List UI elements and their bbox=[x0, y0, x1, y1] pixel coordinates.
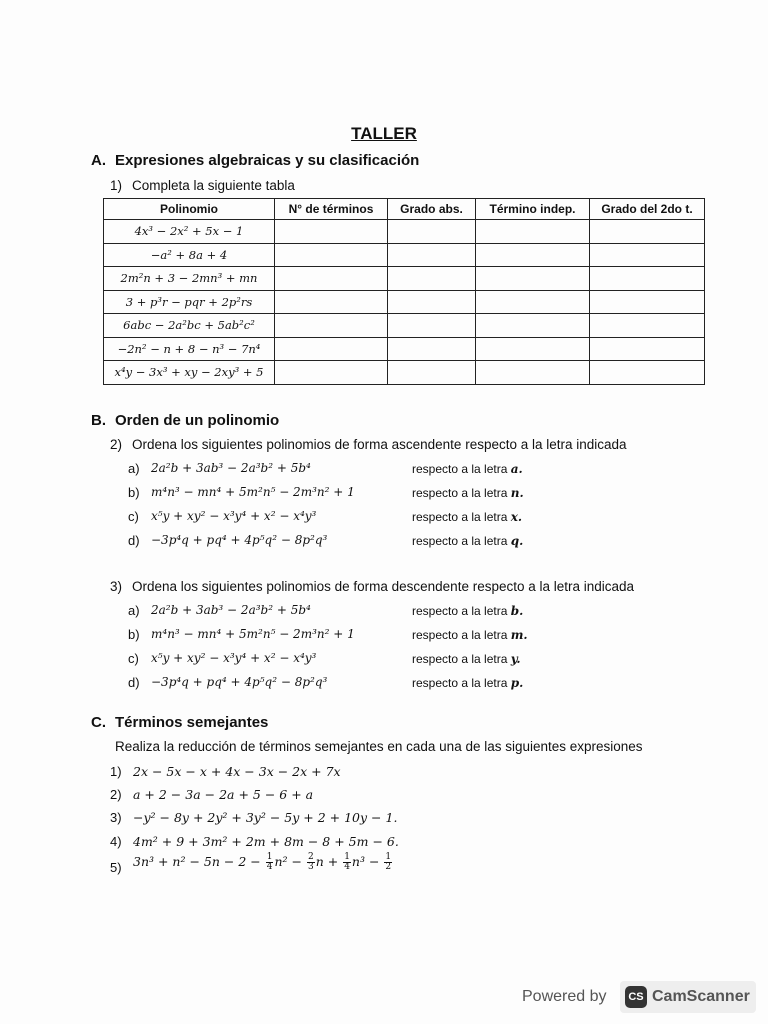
section-a-letter: A. bbox=[91, 152, 106, 169]
q2-item-expression: x⁵y + xy² − x³y⁴ + x² − x⁴y³ bbox=[151, 509, 317, 523]
answer-cell bbox=[388, 314, 476, 338]
polynomial-cell: 4x³ − 2x² + 5x − 1 bbox=[104, 220, 275, 244]
question-2 bbox=[110, 437, 627, 452]
q2-item-expression: 2a²b + 3ab³ − 2a³b² + 5b⁴ bbox=[151, 461, 311, 475]
answer-cell bbox=[590, 361, 705, 385]
answer-cell bbox=[388, 290, 476, 314]
polynomial-cell: 6abc − 2a²bc + 5ab²c² bbox=[104, 314, 275, 338]
c-item-expression: 3n³ + n² − 5n − 2 − $\frac{1}{4}$ n² − $\frac{2}{3}$ n + $\frac{1}{4}$ n³ − $\frac{1}{2}$ bbox=[133, 852, 392, 872]
section-b-title: Orden de un polinomio bbox=[115, 412, 280, 429]
c-item-expression: 2x − 5x − x + 4x − 3x − 2x + 7x bbox=[133, 764, 341, 779]
fraction: $\frac{1}{2}$ bbox=[385, 852, 392, 872]
section-c-instruction: Realiza la reducción de términos semejantes en cada una de las siguientes expresiones bbox=[115, 739, 643, 754]
answer-cell bbox=[590, 337, 705, 361]
question-1 bbox=[110, 178, 295, 193]
q2-item-instruction: respecto a la letra q. bbox=[412, 534, 524, 548]
variable-letter: n. bbox=[510, 486, 524, 500]
answer-cell bbox=[476, 220, 590, 244]
q2-item-instruction: respecto a la letra n. bbox=[412, 486, 524, 500]
q3-item-letter: a) bbox=[128, 603, 140, 618]
camscanner-logo-icon: CS bbox=[625, 986, 647, 1008]
q3-item-instruction: respecto a la letra b. bbox=[412, 604, 524, 618]
answer-cell bbox=[388, 267, 476, 291]
variable-letter: m. bbox=[510, 628, 528, 642]
header-grado-abs: Grado abs. bbox=[388, 199, 476, 220]
answer-cell bbox=[590, 290, 705, 314]
q3-item-instruction: respecto a la letra m. bbox=[412, 628, 528, 642]
c-item-expression: 4m² + 9 + 3m² + 2m + 8m − 8 + 5m − 6. bbox=[133, 834, 399, 849]
fraction: $\frac{1}{4}$ bbox=[266, 852, 273, 872]
header-grado-2do: Grado del 2do t. bbox=[590, 199, 705, 220]
q2-item-letter: d) bbox=[128, 533, 140, 548]
q3-item-expression: 2a²b + 3ab³ − 2a³b² + 5b⁴ bbox=[151, 603, 311, 617]
classification-table bbox=[103, 198, 705, 385]
variable-letter: y. bbox=[510, 652, 521, 666]
answer-cell bbox=[388, 361, 476, 385]
c-item-expression: a + 2 − 3a − 2a + 5 − 6 + a bbox=[133, 787, 314, 802]
polynomial-cell: 3 + p³r − pqr + 2p²rs bbox=[104, 290, 275, 314]
polynomial-cell: x⁴y − 3x³ + xy − 2xy³ + 5 bbox=[104, 361, 275, 385]
q2-item-instruction: respecto a la letra a. bbox=[412, 462, 523, 476]
answer-cell bbox=[388, 243, 476, 267]
answer-cell bbox=[275, 314, 388, 338]
q2-item-expression: −3p⁴q + pq⁴ + 4p⁵q² − 8p²q³ bbox=[151, 533, 328, 547]
q3-item-instruction: respecto a la letra y. bbox=[412, 652, 521, 666]
q2-item-expression: m⁴n³ − mn⁴ + 5m²n⁵ − 2m³n² + 1 bbox=[151, 485, 355, 499]
answer-cell bbox=[275, 220, 388, 244]
question-3-text: Ordena los siguientes polinomios de forma descendente respecto a la letra indicada bbox=[132, 579, 635, 594]
answer-cell bbox=[388, 337, 476, 361]
fraction: $\frac{1}{4}$ bbox=[344, 852, 350, 872]
answer-cell bbox=[476, 267, 590, 291]
question-1-number: 1) bbox=[110, 178, 123, 193]
polynomial-cell: 2m²n + 3 − 2mn³ + mn bbox=[104, 267, 275, 291]
table-row bbox=[104, 290, 705, 314]
table-header-row bbox=[104, 199, 705, 220]
header-polinomio: Polinomio bbox=[104, 199, 275, 220]
variable-letter: x. bbox=[510, 510, 523, 524]
q2-item-letter: c) bbox=[128, 509, 139, 524]
q2-item-letter: b) bbox=[128, 485, 140, 500]
answer-cell bbox=[275, 243, 388, 267]
c-item-number: 2) bbox=[110, 787, 122, 802]
variable-letter: q. bbox=[510, 534, 524, 548]
table-row bbox=[104, 361, 705, 385]
header-num-terminos: N° de términos bbox=[275, 199, 388, 220]
section-b-letter: B. bbox=[91, 412, 106, 429]
variable-letter: p. bbox=[510, 676, 524, 690]
q3-item-letter: b) bbox=[128, 627, 140, 642]
camscanner-brand: CamScanner bbox=[652, 988, 750, 1005]
answer-cell bbox=[476, 314, 590, 338]
answer-cell bbox=[275, 361, 388, 385]
q3-item-instruction: respecto a la letra p. bbox=[412, 676, 524, 690]
q3-item-expression: m⁴n³ − mn⁴ + 5m²n⁵ − 2m³n² + 1 bbox=[151, 627, 355, 641]
table-row bbox=[104, 243, 705, 267]
answer-cell bbox=[275, 267, 388, 291]
answer-cell bbox=[476, 361, 590, 385]
answer-cell bbox=[590, 314, 705, 338]
page-title: TALLER bbox=[351, 124, 417, 143]
question-3-number: 3) bbox=[110, 579, 123, 594]
table-row bbox=[104, 267, 705, 291]
answer-cell bbox=[275, 337, 388, 361]
table-row bbox=[104, 337, 705, 361]
c-item-number: 5) bbox=[110, 860, 122, 875]
c-item-number: 1) bbox=[110, 764, 122, 779]
answer-cell bbox=[476, 337, 590, 361]
answer-cell bbox=[388, 220, 476, 244]
c-item-number: 3) bbox=[110, 810, 122, 825]
q3-item-expression: x⁵y + xy² − x³y⁴ + x² − x⁴y³ bbox=[151, 651, 317, 665]
section-a-heading bbox=[91, 152, 419, 169]
question-3 bbox=[110, 579, 634, 594]
q2-item-instruction: respecto a la letra x. bbox=[412, 510, 523, 524]
question-1-text: Completa la siguiente tabla bbox=[132, 178, 295, 193]
table-row bbox=[104, 314, 705, 338]
question-2-number: 2) bbox=[110, 437, 123, 452]
fraction: $\frac{2}{3}$ bbox=[307, 852, 314, 872]
table-row bbox=[104, 220, 705, 244]
answer-cell bbox=[275, 290, 388, 314]
answer-cell bbox=[590, 267, 705, 291]
c-item-expression: −y² − 8y + 2y² + 3y² − 5y + 2 + 10y − 1. bbox=[133, 810, 398, 825]
variable-letter: a. bbox=[510, 462, 523, 476]
header-termino-indep: Término indep. bbox=[476, 199, 590, 220]
section-c-letter: C. bbox=[91, 714, 106, 731]
q2-item-letter: a) bbox=[128, 461, 140, 476]
question-2-text: Ordena los siguientes polinomios de forma ascendente respecto a la letra indicada bbox=[132, 437, 627, 452]
c-item-number: 4) bbox=[110, 834, 122, 849]
section-c-heading bbox=[91, 714, 268, 731]
answer-cell bbox=[476, 243, 590, 267]
answer-cell bbox=[476, 290, 590, 314]
q3-item-letter: c) bbox=[128, 651, 139, 666]
section-b-heading bbox=[91, 412, 279, 429]
answer-cell bbox=[590, 243, 705, 267]
answer-cell bbox=[590, 220, 705, 244]
powered-by-text: Powered by bbox=[522, 988, 607, 1005]
section-c-title: Términos semejantes bbox=[115, 714, 269, 731]
variable-letter: b. bbox=[510, 604, 524, 618]
polynomial-cell: −2n² − n + 8 − n³ − 7n⁴ bbox=[104, 337, 275, 361]
q3-item-expression: −3p⁴q + pq⁴ + 4p⁵q² − 8p²q³ bbox=[151, 675, 328, 689]
section-a-title: Expresiones algebraicas y su clasificación bbox=[115, 152, 420, 169]
polynomial-cell: −a² + 8a + 4 bbox=[104, 243, 275, 267]
q3-item-letter: d) bbox=[128, 675, 140, 690]
